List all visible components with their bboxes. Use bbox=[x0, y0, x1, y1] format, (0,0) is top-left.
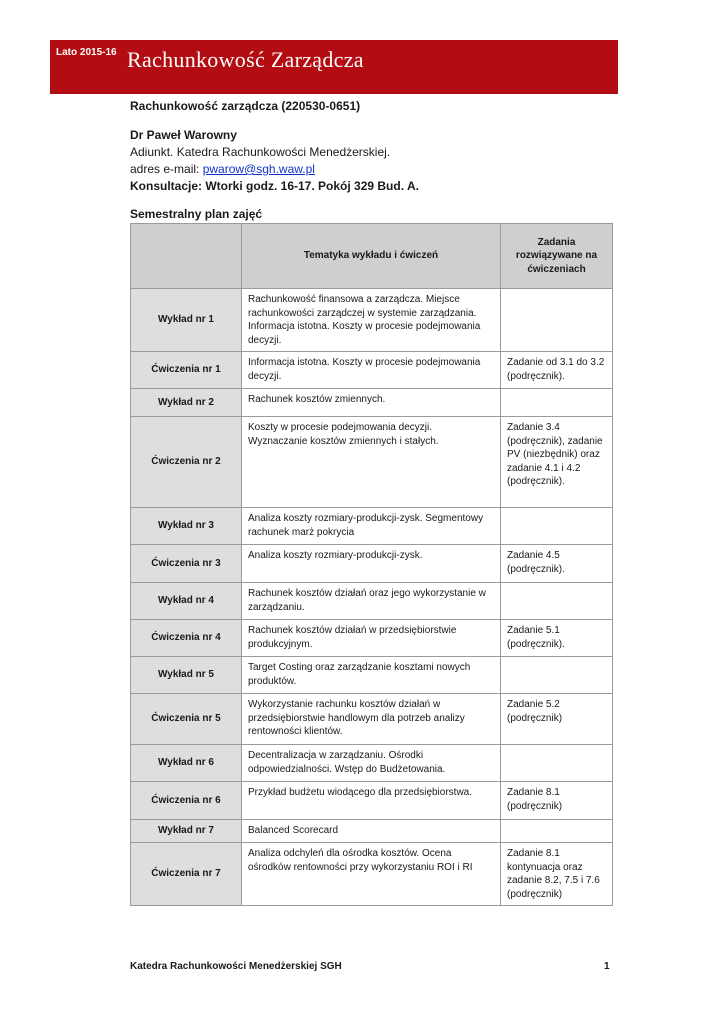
table-row bbox=[131, 745, 613, 782]
row-label: Ćwiczenia nr 4 bbox=[131, 620, 242, 657]
row-topic: Decentralizacja w zarządzaniu. Ośrodki odpowiedzialności. Wstęp do Budżetowania. bbox=[242, 745, 501, 782]
row-tasks bbox=[501, 820, 613, 843]
row-tasks: Zadanie od 3.1 do 3.2 (podręcznik). bbox=[501, 352, 613, 389]
row-topic: Przykład budżetu wiodącego dla przedsiębiorstwa. bbox=[242, 782, 501, 820]
footer-department: Katedra Rachunkowości Menedżerskiej SGH bbox=[130, 961, 342, 972]
row-topic: Rachunek kosztów zmiennych. bbox=[242, 389, 501, 417]
table-row bbox=[131, 389, 613, 417]
table-header-row bbox=[131, 224, 613, 289]
row-label: Ćwiczenia nr 1 bbox=[131, 352, 242, 389]
email-link[interactable]: pwarow@sgh.waw.pl bbox=[202, 162, 315, 176]
email-label: adres e-mail: bbox=[130, 162, 203, 176]
instructor-name: Dr Paweł Warowny bbox=[130, 128, 237, 142]
header-tasks: Zadania rozwiązywane na ćwiczeniach bbox=[501, 224, 613, 289]
row-label: Wykład nr 4 bbox=[131, 583, 242, 620]
row-label: Ćwiczenia nr 5 bbox=[131, 694, 242, 745]
row-label: Wykład nr 2 bbox=[131, 389, 242, 417]
table-row bbox=[131, 657, 613, 694]
table-row bbox=[131, 820, 613, 843]
row-label: Wykład nr 5 bbox=[131, 657, 242, 694]
header-banner bbox=[50, 40, 618, 94]
row-label: Ćwiczenia nr 6 bbox=[131, 782, 242, 820]
row-tasks: Zadanie 8.1 kontynuacja oraz zadanie 8.2, 7.5 i 7.6 (podręcznik) bbox=[501, 843, 613, 906]
table-row bbox=[131, 782, 613, 820]
row-label: Ćwiczenia nr 2 bbox=[131, 417, 242, 508]
row-tasks: Zadanie 8.1 (podręcznik) bbox=[501, 782, 613, 820]
table-row bbox=[131, 620, 613, 657]
instructor-info bbox=[130, 127, 419, 195]
row-topic: Koszty w procesie podejmowania decyzji. Wyznaczanie kosztów zmiennych i stałych. bbox=[242, 417, 501, 508]
table-row bbox=[131, 289, 613, 352]
table-row bbox=[131, 545, 613, 583]
row-tasks: Zadanie 5.2 (podręcznik) bbox=[501, 694, 613, 745]
table-row bbox=[131, 583, 613, 620]
row-label: Wykład nr 6 bbox=[131, 745, 242, 782]
table-row bbox=[131, 417, 613, 508]
table-row bbox=[131, 843, 613, 906]
plan-table bbox=[130, 223, 613, 906]
row-topic: Target Costing oraz zarządzanie kosztami nowych produktów. bbox=[242, 657, 501, 694]
row-topic: Analiza koszty rozmiary-produkcji-zysk. Segmentowy rachunek marż pokrycia bbox=[242, 508, 501, 545]
row-topic: Rachunek kosztów działań oraz jego wykorzystanie w zarządzaniu. bbox=[242, 583, 501, 620]
row-tasks: Zadanie 3.4 (podręcznik), zadanie PV (niezbędnik) oraz zadanie 4.1 i 4.2 (podręcznik). bbox=[501, 417, 613, 508]
row-label: Wykład nr 3 bbox=[131, 508, 242, 545]
row-label: Ćwiczenia nr 7 bbox=[131, 843, 242, 906]
row-topic: Rachunek kosztów działań w przedsiębiorstwie produkcyjnym. bbox=[242, 620, 501, 657]
consultations: Konsultacje: Wtorki godz. 16-17. Pokój 329 Bud. A. bbox=[130, 179, 419, 193]
row-tasks: Zadanie 4.5 (podręcznik). bbox=[501, 545, 613, 583]
row-tasks bbox=[501, 389, 613, 417]
row-topic: Analiza odchyleń dla ośrodka kosztów. Ocena ośrodków rentowności przy wykorzystaniu ROI i RI bbox=[242, 843, 501, 906]
row-topic: Analiza koszty rozmiary-produkcji-zysk. bbox=[242, 545, 501, 583]
header-empty-cell bbox=[131, 224, 242, 289]
row-tasks bbox=[501, 745, 613, 782]
term-label: Lato 2015-16 bbox=[56, 47, 117, 58]
row-tasks: Zadanie 5.1 (podręcznik). bbox=[501, 620, 613, 657]
row-tasks bbox=[501, 583, 613, 620]
row-tasks bbox=[501, 657, 613, 694]
page-number: 1 bbox=[604, 961, 610, 972]
row-tasks bbox=[501, 508, 613, 545]
table-row bbox=[131, 508, 613, 545]
table-row bbox=[131, 694, 613, 745]
course-title: Rachunkowość zarządcza (220530-0651) bbox=[130, 99, 361, 113]
table-row bbox=[131, 352, 613, 389]
row-topic: Balanced Scorecard bbox=[242, 820, 501, 843]
row-topic: Rachunkowość finansowa a zarządcza. Miejsce rachunkowości zarządczej w systemie zarządzania. Informacja istotna. Koszty w procesie podejmowania decyzji. bbox=[242, 289, 501, 352]
row-topic: Informacja istotna. Koszty w procesie podejmowania decyzji. bbox=[242, 352, 501, 389]
row-tasks bbox=[501, 289, 613, 352]
email-line bbox=[130, 161, 419, 178]
row-label: Ćwiczenia nr 3 bbox=[131, 545, 242, 583]
row-topic: Wykorzystanie rachunku kosztów działań w przedsiębiorstwie handlowym dla potrzeb analizy rentowności klientów. bbox=[242, 694, 501, 745]
header-topic: Tematyka wykładu i ćwiczeń bbox=[242, 224, 501, 289]
document-title: Rachunkowość Zarządcza bbox=[127, 47, 364, 72]
row-label: Wykład nr 7 bbox=[131, 820, 242, 843]
row-label: Wykład nr 1 bbox=[131, 289, 242, 352]
plan-title: Semestralny plan zajęć bbox=[130, 207, 263, 221]
instructor-position: Adiunkt. Katedra Rachunkowości Menedżerskiej. bbox=[130, 145, 391, 159]
